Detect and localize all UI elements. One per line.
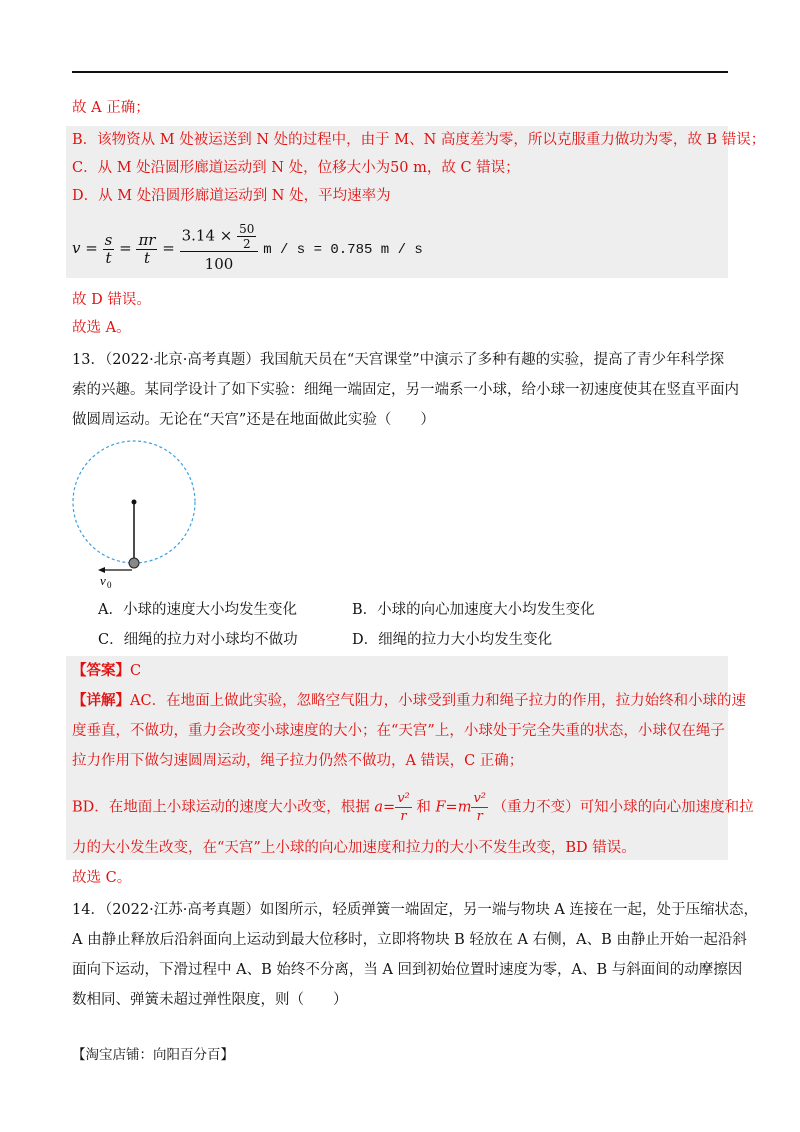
- velocity-label: v: [100, 573, 106, 588]
- d-wrong: 故 D 错误。: [72, 292, 151, 308]
- velocity-label-sub: 0: [107, 580, 112, 590]
- d-line: D．从 M 处沿圆形廊道运动到 N 处，平均速率为: [72, 188, 391, 204]
- detail-line4: BD．在地面上小球运动的速度大小改变，根据 a= $\frac{\text{v²}}{r}$ 和 F=m $\frac{\text{v²}}{r}$ （重力不变）可知小球的向心加速度和拉: [72, 791, 754, 824]
- q13-line2: 索的兴趣。某同学设计了如下实验：细绳一端固定，另一端系一小球，给小球一初速度使其在竖直平面内: [72, 382, 739, 398]
- b-line: B．该物资从 M 处被运送到 N 处的过程中，由于 M、N 高度差为零，所以克服重力做功为零，故 B 错误；: [72, 132, 766, 148]
- rate-formula: v = $\frac{s}{t}$ = $\frac{\pi r}{t}$ = 3.14 × $\frac{50}{2}$ 100 m / s = 0.785 m / s: [72, 222, 423, 276]
- answer-line: 【答案】C: [72, 662, 142, 679]
- option-a: A．小球的速度大小均发生变化: [98, 602, 297, 618]
- q14-line2: A 由静止释放后沿斜面向上运动到最大位移时，立即将物块 B 轻放在 A 右侧，A、B 由静止开始一起沿斜: [72, 932, 747, 948]
- q13-line3: 做圆周运动。无论在“天宫”还是在地面做此实验（ ）: [72, 412, 435, 428]
- detail-line5: 力的大小发生改变，在“天宫”上小球的向心加速度和拉力的大小不发生改变，BD 错误。: [72, 840, 636, 856]
- q14-line1: 14．（2022·江苏·高考真题）如图所示，轻质弹簧一端固定，另一端与物块 A 连接在一起，处于压缩状态，: [72, 902, 759, 918]
- q14-line3: 面向下运动，下滑过程中 A、B 始终不分离，当 A 回到初始位置时速度为零，A、B 与斜面间的动摩擦因: [72, 962, 743, 978]
- detail-line3: 拉力作用下做匀速圆周运动，绳子拉力仍然不做功，A 错误，C 正确；: [72, 753, 524, 769]
- a-correct: 故 A 正确；: [72, 100, 150, 116]
- option-b: B．小球的向心加速度大小均发生变化: [352, 602, 595, 618]
- q13-choose: 故选 C。: [72, 870, 132, 886]
- option-d: D．细绳的拉力大小均发生变化: [352, 632, 553, 648]
- ball: [129, 558, 139, 568]
- header-rule: [72, 71, 728, 73]
- footer-shop-label: 【淘宝店铺：向阳百分百】: [72, 1047, 234, 1063]
- q14-line4: 数相同、弹簧未超过弹性限度，则（ ）: [72, 992, 348, 1008]
- q13-line1: 13．（2022·北京·高考真题）我国航天员在“天宫课堂”中演示了多种有趣的实验，提高了青少年科学探: [72, 352, 725, 368]
- c-line: C．从 M 处沿圆形廊道运动到 N 处，位移大小为50 m，故 C 错误；: [72, 160, 520, 176]
- detail-line1: 【详解】AC．在地面上做此实验，忽略空气阻力，小球受到重力和绳子拉力的作用，拉力始终和小球的速: [72, 692, 747, 709]
- big-fraction: 3.14 × $\frac{50}{2}$ 100: [180, 222, 259, 276]
- detail-line2: 度垂直，不做功，重力会改变小球速度的大小；在“天宫”上，小球处于完全失重的状态，小球仅在绳子: [72, 723, 725, 739]
- circle-motion-figure: [70, 440, 210, 590]
- prev-choose: 故选 A。: [72, 320, 131, 336]
- option-c: C．细绳的拉力对小球均不做功: [98, 632, 298, 648]
